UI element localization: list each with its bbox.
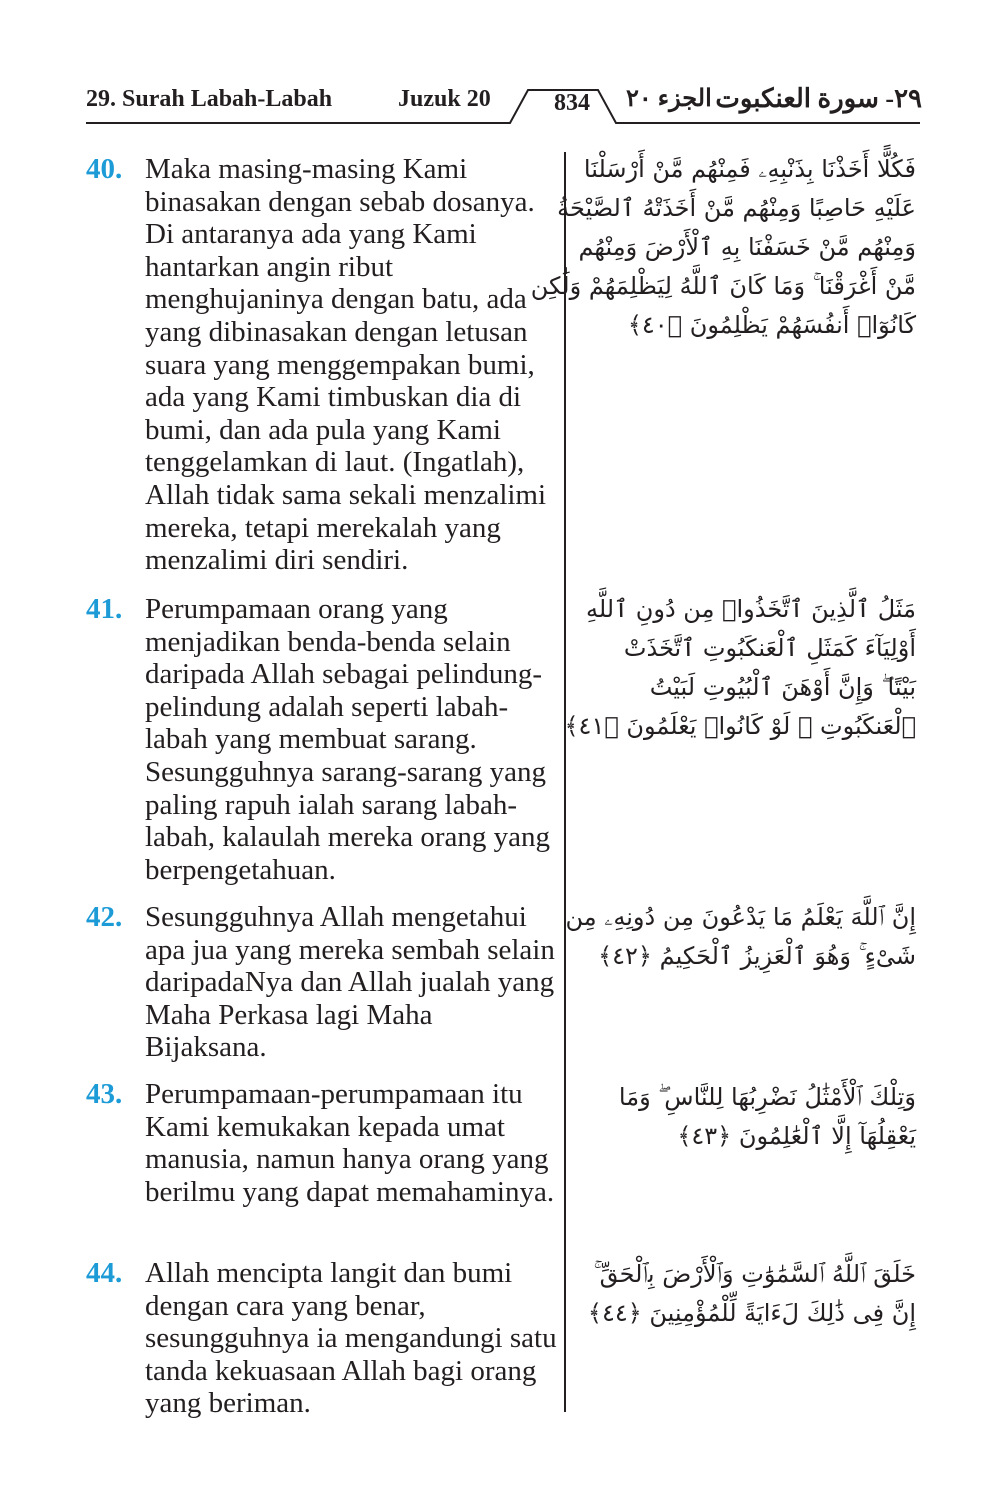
verse-arabic — [578, 1078, 916, 1156]
verse-arabic — [578, 1255, 916, 1333]
arabic-line: كَانُوٓا۟ أَنفُسَهُمْ يَظْلِمُونَ ﴿٤٠﴾ — [627, 311, 916, 339]
arabic-line: بَيْتًا ۖ وَإِنَّ أَوْهَنَ ٱلْبُيُوتِ لَبَيْتُ — [649, 673, 916, 701]
verse-number: 43. — [86, 1078, 123, 1110]
column-divider — [564, 152, 566, 1412]
verse-number: 44. — [86, 1257, 123, 1289]
arabic-line: يَعْقِلُهَآ إِلَّا ٱلْعَٰلِمُونَ ﴿٤٣﴾ — [677, 1122, 916, 1150]
verse-translation: Sesungguhnya Allah mengetahui apa jua yang mereka sembah selain daripadaNya dan Allah jualah yang Maha Perkasa lagi Maha Bijaksana. — [145, 901, 555, 1064]
page-number: 834 — [554, 90, 590, 116]
verse-number: 40. — [86, 153, 123, 185]
arabic-line: مَثَلُ ٱلَّذِينَ ٱتَّخَذُوا۟ مِن دُونِ ٱللَّهِ — [585, 595, 916, 623]
header-rule — [0, 0, 1000, 140]
arabic-line: إِنَّ ٱللَّهَ يَعْلَمُ مَا يَدْعُونَ مِن دُونِهِۦ مِن — [565, 903, 916, 931]
surah-title-arabic: ٢٩- سورة العنكبوت — [715, 84, 922, 113]
verse-translation: Allah mencipta langit dan bumi dengan cara yang benar, sesungguhnya ia mengandungi satu tanda kekuasaan Allah bagi orang yang beriman. — [145, 1257, 557, 1420]
juz-label-arabic: الجزء ٢٠ — [626, 86, 712, 112]
verse-arabic — [564, 590, 916, 746]
verse-number: 42. — [86, 901, 123, 933]
arabic-line: إِنَّ فِى ذَٰلِكَ لَءَايَةً لِّلْمُؤْمِنِينَ ﴿٤٤﴾ — [587, 1299, 916, 1327]
verse-number: 41. — [86, 593, 123, 625]
arabic-line: عَلَيْهِ حَاصِبًا وَمِنْهُم مَّنْ أَخَذَتْهُ ٱلصَّيْحَةُ — [557, 194, 916, 222]
arabic-line: فَكُلًّا أَخَذْنَا بِذَنْبِهِۦ فَمِنْهُم مَّنْ أَرْسَلْنَا — [583, 155, 916, 183]
arabic-line: وَمِنْهُم مَّنْ خَسَفْنَا بِهِ ٱلْأَرْضَ وَمِنْهُم — [578, 233, 916, 261]
arabic-line: شَىْءٍ ۚ وَهُوَ ٱلْعَزِيزُ ٱلْحَكِيمُ ﴿٤٢﴾ — [598, 942, 916, 970]
arabic-line: ٱلْعَنكَبُوتِ ۖ لَوْ كَانُوا۟ يَعْلَمُونَ ﴿٤١﴾ — [564, 712, 916, 740]
verse-arabic — [530, 150, 916, 345]
verse-arabic — [565, 898, 916, 976]
arabic-line: خَلَقَ ٱللَّهُ ٱلسَّمَٰوَٰتِ وَٱلْأَرْضَ بِٱلْحَقِّ ۚ — [593, 1260, 916, 1288]
verse-translation: Perumpamaan-perumpamaan itu Kami kemukakan kepada umat manusia, namun hanya orang yang berilmu yang dapat memahaminya. — [145, 1078, 555, 1208]
arabic-line: وَتِلْكَ ٱلْأَمْثَٰلُ نَضْرِبُهَا لِلنَّاسِ ۖ وَمَا — [618, 1083, 916, 1111]
verse-translation: Perumpamaan orang yang menjadikan benda-benda selain daripada Allah sebagai pelindung-pelindung adalah seperti labah-labah yang membuat sarang. Sesungguhnya sarang-sarang yang paling rapuh ialah sarang labah-labah, kalaulah mereka orang yang berpengetahuan. — [145, 593, 551, 886]
verse-translation: Maka masing-masing Kami binasakan dengan sebab dosanya. Di antaranya ada yang Kami hantarkan angin ribut menghujaninya dengan batu, ada yang dibinasakan dengan letusan suara yang menggempakan bumi, ada yang Kami timbuskan dia di bumi, dan ada pula yang Kami tenggelamkan di laut. (Ingatlah), Allah tidak sama sekali menzalimi mereka, tetapi merekalah yang menzalimi diri sendiri. — [145, 153, 547, 577]
arabic-line: مَّنْ أَغْرَقْنَا ۚ وَمَا كَانَ ٱللَّهُ لِيَظْلِمَهُمْ وَلَٰكِن — [530, 272, 916, 300]
surah-title-latin: 29. Surah Labah-Labah — [86, 86, 333, 112]
juzuk-label-latin: Juzuk 20 — [398, 86, 491, 112]
arabic-line: أَوْلِيَآءَ كَمَثَلِ ٱلْعَنكَبُوتِ ٱتَّخَذَتْ — [623, 634, 916, 662]
